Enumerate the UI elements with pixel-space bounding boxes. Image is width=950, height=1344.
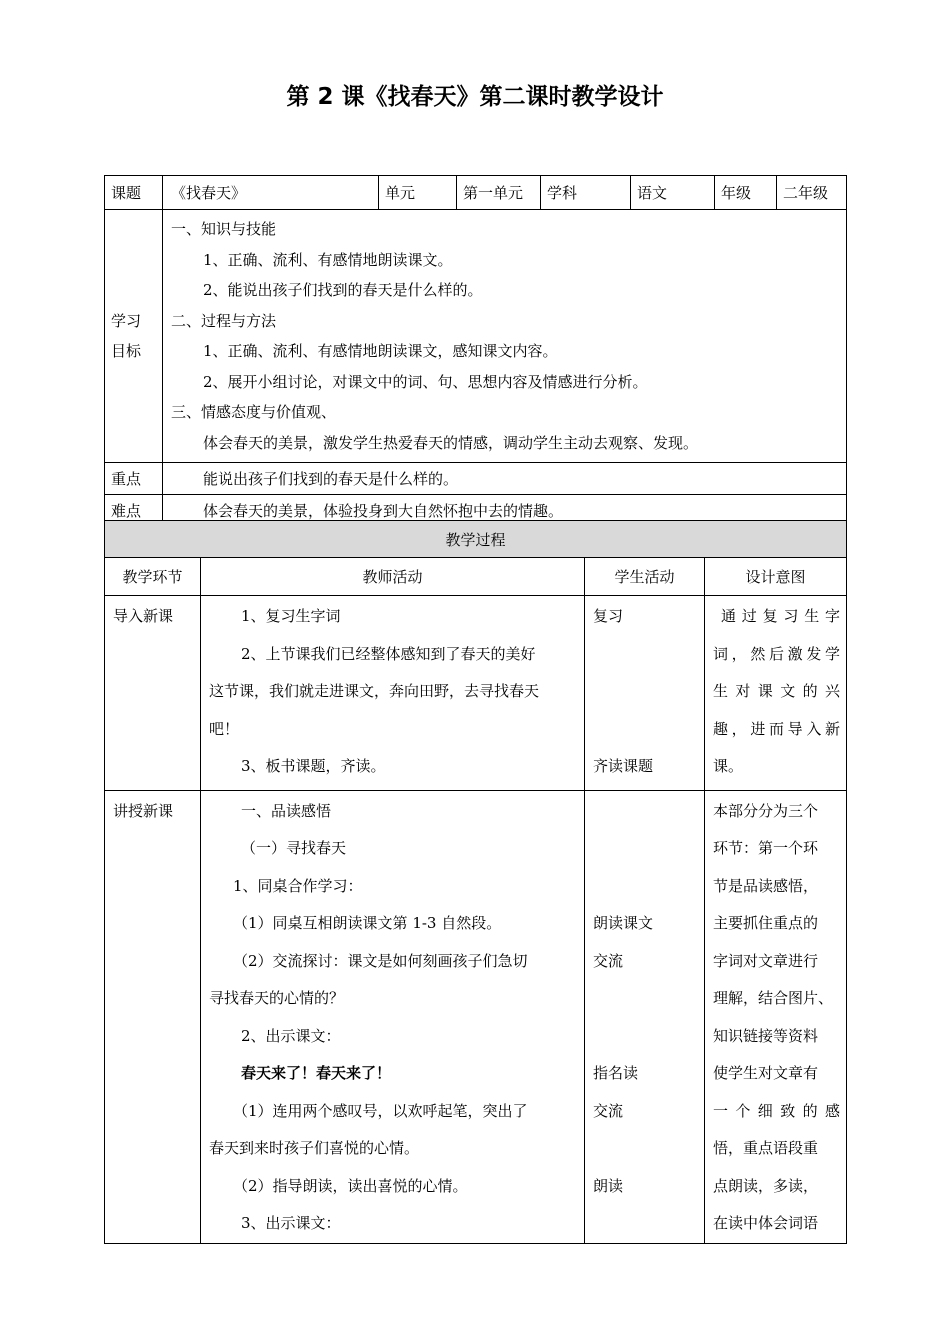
teacher-line-bold: 春天来了！春天来了！: [241, 1064, 392, 1082]
lecture-student: [585, 790, 705, 1243]
objective-line: 2、展开小组讨论，对课文中的词、句、思想内容及情感进行分析。: [203, 372, 648, 391]
intro-teacher: [201, 596, 585, 791]
design-line: 环节：第一个环: [713, 839, 819, 857]
intro-design: [705, 596, 847, 791]
design-line: 节是品读感悟，: [713, 876, 819, 895]
objective-line: 1、正确、流利、有感情地朗读课文。: [203, 250, 453, 269]
difficulty-value: 体会春天的美景，体验投身到大自然怀抱中去的情趣。: [203, 502, 564, 520]
difficulty-label: 难点: [105, 495, 163, 527]
teacher-line: 1、复习生字词: [241, 607, 341, 625]
teacher-line: 2、出示课文：: [241, 1026, 341, 1045]
column-header-design: 设计意图: [705, 558, 847, 596]
teacher-line: 寻找春天的心情的？: [209, 989, 345, 1007]
design-line: 词，然后激发学: [713, 644, 841, 663]
value-subject: 语文: [631, 176, 715, 210]
teacher-line: 1、同桌合作学习：: [233, 876, 363, 895]
intro-stage: [105, 596, 201, 791]
column-header-student: 学生活动: [585, 558, 705, 596]
key-point-label: 重点: [105, 463, 163, 495]
teaching-process-table: [104, 520, 847, 1244]
design-line: 一个细致的感: [713, 1101, 841, 1120]
student-line: [593, 980, 700, 1018]
stage-label: 导入新课: [113, 607, 174, 625]
student-line: [593, 793, 700, 831]
value-grade: 二年级: [777, 176, 847, 210]
design-line: 课。: [713, 757, 744, 775]
key-point-value: 能说出孩子们找到的春天是什么样的。: [203, 470, 459, 488]
label-grade: 年级: [715, 176, 777, 210]
value-unit: 第一单元: [457, 176, 541, 210]
design-line: 在读中体会词语: [713, 1214, 819, 1232]
design-line: 字词对文章进行: [713, 951, 819, 970]
teacher-line: （1）同桌互相朗读课文第 1-3 自然段。: [233, 914, 502, 932]
objectives-label-2: 目标: [111, 342, 142, 360]
design-line: 通过复习生字: [721, 607, 841, 625]
lesson-info-table: [104, 175, 847, 527]
student-line: [593, 1130, 700, 1168]
objectives-row: [105, 210, 847, 463]
objective-line: 一、知识与技能: [171, 220, 277, 238]
process-columns-row: [105, 558, 847, 596]
column-header-stage: 教学环节: [105, 558, 201, 596]
student-line: [593, 636, 700, 674]
student-line: 交流: [593, 951, 624, 970]
process-header: 教学过程: [105, 521, 847, 558]
label-subject: 学科: [541, 176, 631, 210]
student-line: [593, 711, 700, 749]
key-point-text: [163, 463, 847, 495]
design-line: 使学生对文章有: [713, 1064, 819, 1082]
objectives-content: [163, 210, 847, 463]
teacher-line: 春天到来时孩子们喜悦的心情。: [209, 1139, 420, 1157]
lecture-teacher: [201, 790, 585, 1243]
teacher-line: 这节课，我们就走进课文，奔向田野，去寻找春天: [209, 682, 540, 700]
objective-line: 1、正确、流利、有感情地朗读课文，感知课文内容。: [203, 342, 558, 360]
design-line: 生对课文的兴: [713, 682, 841, 700]
design-line: 主要抓住重点的: [713, 914, 819, 932]
objective-line: 三、情感态度与价值观、: [171, 403, 337, 421]
teacher-line: （2）交流探讨：课文是如何刻画孩子们急切: [233, 951, 528, 970]
student-line: 交流: [593, 1101, 624, 1120]
teacher-line: （2）指导朗读，读出喜悦的心情。: [233, 1176, 468, 1195]
design-line: 本部分分为三个: [713, 801, 819, 820]
objective-line: 2、能说出孩子们找到的春天是什么样的。: [203, 281, 483, 299]
teacher-line: 3、出示课文：: [241, 1214, 341, 1232]
student-line: [593, 830, 700, 868]
lecture-stage: [105, 790, 201, 1243]
lecture-row: [105, 790, 847, 1243]
student-line: 朗读课文: [593, 914, 654, 932]
teacher-line: （1）连用两个感叹号，以欢呼起笔，突出了: [233, 1101, 528, 1120]
objectives-label-1: 学习: [111, 312, 142, 330]
column-header-teacher: 教师活动: [201, 558, 585, 596]
design-line: 理解，结合图片、: [713, 989, 834, 1007]
student-line: [593, 1205, 700, 1243]
teacher-line: （一）寻找春天: [241, 839, 347, 857]
info-row: [105, 176, 847, 210]
student-line: [593, 1018, 700, 1056]
teacher-line: 3、板书课题，齐读。: [241, 757, 386, 775]
student-line: [593, 673, 700, 711]
process-header-row: [105, 521, 847, 558]
teacher-line: 一、品读感悟: [241, 801, 332, 820]
stage-label: 讲授新课: [113, 801, 174, 820]
design-line: 点朗读，多读，: [713, 1176, 819, 1195]
page-title: 第 2 课《找春天》第二课时教学设计: [286, 84, 664, 110]
objectives-label: [105, 210, 163, 463]
intro-student: [585, 596, 705, 791]
value-topic: 《找春天》: [163, 176, 379, 210]
student-line: 朗读: [593, 1176, 624, 1195]
objective-line: 体会春天的美景，激发学生热爱春天的情感，调动学生主动去观察、发现。: [203, 433, 699, 452]
student-line: 指名读: [593, 1064, 639, 1082]
teacher-line: 2、上节课我们已经整体感知到了春天的美好: [241, 644, 536, 663]
lecture-design: [705, 790, 847, 1243]
key-point-row: [105, 463, 847, 495]
teacher-line: 吧！: [209, 719, 240, 738]
intro-row: [105, 596, 847, 791]
label-topic: 课题: [105, 176, 163, 210]
student-line: [593, 868, 700, 906]
design-line: 趣，进而导入新: [713, 719, 841, 738]
design-line: 悟，重点语段重: [713, 1139, 819, 1157]
student-line: 复习: [593, 607, 624, 625]
label-unit: 单元: [379, 176, 457, 210]
student-line: 齐读课题: [593, 757, 654, 775]
design-line: 知识链接等资料: [713, 1026, 819, 1045]
objective-line: 二、过程与方法: [171, 311, 277, 330]
